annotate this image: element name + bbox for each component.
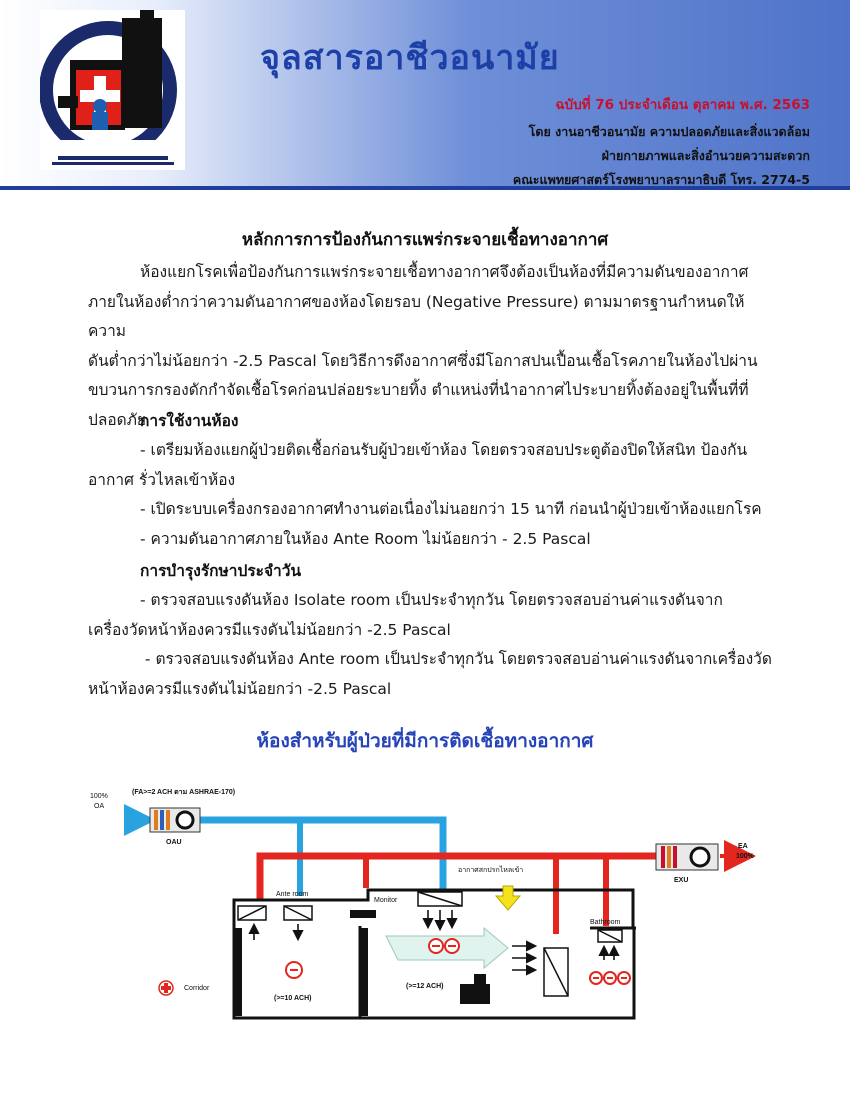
usage-heading: การใช้งานห้อง — [140, 412, 239, 430]
text-line: อากาศ รั่วไหลเข้าห้อง — [88, 470, 236, 489]
text-line: - เปิดระบบเครื่องกรองอากาศทำงานต่อเนื่องไม่นอยกว่า 15 นาที ก่อนนำผู้ป่วยเข้าห้องแยกโรค — [140, 500, 762, 518]
article-title: หลักการการป้องกันการแพร่กระจายเชื้อทางอากาศ — [241, 230, 609, 250]
text-line: - ตรวจสอบแรงดันห้อง Ante room เป็นประจำทุกวัน โดยตรวจสอบอ่านค่าแรงดันจากเครื่องวัด — [140, 650, 772, 668]
ea-label: EA — [738, 843, 748, 850]
header-line-2: ฝ่ายกายภาพและสิ่งอำนวยความสะดวก — [601, 148, 810, 163]
patient-bed — [460, 974, 490, 1004]
text-line: ห้องแยกโรคเพื่อป้องกันการแพร่กระจายเชื้อทางอากาศจึงต้องเป็นห้องที่มีความดันของอากาศ — [140, 263, 749, 281]
ach-room-label: (>=12 ACH) — [406, 983, 444, 990]
issue-line: ฉบับที่ 76 ประจำเดือน ตุลาคม พ.ศ. 2563 — [555, 97, 810, 113]
text-line: ดันต่ำกว่าไม่น้อยกว่า -2.5 Pascal โดยวิธีการดึงอากาศซึ่งมีโอกาสปนเปื้อนเชื้อโรคภายในห้องไปผ่าน — [88, 351, 758, 370]
text-line: หน้าห้องควรมีแรงดันไม่น้อยกว่า -2.5 Pascal — [88, 679, 392, 698]
journal-title: จุลสารอาชีวอนามัย — [260, 38, 560, 78]
text-line: - ความดันอากาศภายในห้อง Ante Room ไม่น้อยกว่า - 2.5 Pascal — [140, 529, 591, 548]
text-line: - เตรียมห้องแยกผู้ป่วยติดเชื้อก่อนรับผู้ป่วยเข้าห้อง โดยตรวจสอบประตูต้องปิดให้สนิท ป้องกัน — [140, 441, 748, 459]
text-line: เครื่องวัดหน้าห้องควรมีแรงดันไม่น้อยกว่า -2.5 Pascal — [88, 620, 451, 639]
text-line: ภายในห้องต่ำกว่าความดันอากาศของห้องโดยรอบ (Negative Pressure) ตามมาตรฐานกำหนดให้ความ — [88, 292, 745, 340]
monitor-device — [350, 910, 376, 918]
oau-label: OAU — [166, 839, 182, 846]
maintenance-list — [88, 586, 770, 704]
department-logo — [40, 10, 185, 170]
corridor-label: Corridor — [184, 985, 210, 992]
text-line: ขบวนการกรองดักกำจัดเชื้อโรคก่อนปล่อยระบายทิ้ง ตำแหน่งที่นำอากาศไประบายทิ้งต้องอยู่ในพื้นที่ที่ — [88, 381, 749, 399]
monitor-label: Monitor — [374, 897, 398, 904]
header-line-1: โดย งานอาชีวอนามัย ความปลอดภัยและสิ่งแวดล้อม — [528, 124, 810, 139]
oa-label: OA — [94, 803, 105, 810]
anteroom-door — [360, 928, 368, 1016]
exu-unit — [656, 844, 718, 870]
usage-list — [88, 436, 770, 554]
bathroom-label: Bathroom — [590, 919, 621, 926]
text-line: ปลอดภัย — [88, 410, 147, 429]
diagram-title: ห้องสำหรับผู้ป่วยที่มีการติดเชื้อทางอากาศ — [256, 730, 594, 752]
ach-ante-label: (>=10 ACH) — [274, 995, 312, 1002]
leak-label: อากาศสกปรกไหลเข้า — [458, 867, 524, 874]
oau-unit — [150, 808, 200, 832]
fa-label: (FA>=2 ACH ตาม ASHRAE-170) — [132, 789, 236, 796]
oa-label-pct: 100% — [90, 793, 108, 800]
anteroom-label: Ante room — [276, 891, 309, 898]
exu-label: EXU — [674, 877, 689, 884]
isolation-room-diagram — [88, 778, 760, 1028]
red-cross-icon — [159, 981, 173, 995]
maintenance-heading: การบำรุงรักษาประจำวัน — [140, 562, 302, 580]
negative-pressure-symbols — [286, 939, 630, 984]
corridor-door — [234, 928, 242, 1016]
text-line: - ตรวจสอบแรงดันห้อง Isolate room เป็นประจำทุกวัน โดยตรวจสอบอ่านค่าแรงดันจาก — [140, 591, 723, 609]
ea-pct-label: 100% — [736, 853, 754, 860]
header-line-3: คณะแพทยศาสตร์โรงพยาบาลรามาธิบดี โทร. 2774-5 — [512, 172, 810, 187]
